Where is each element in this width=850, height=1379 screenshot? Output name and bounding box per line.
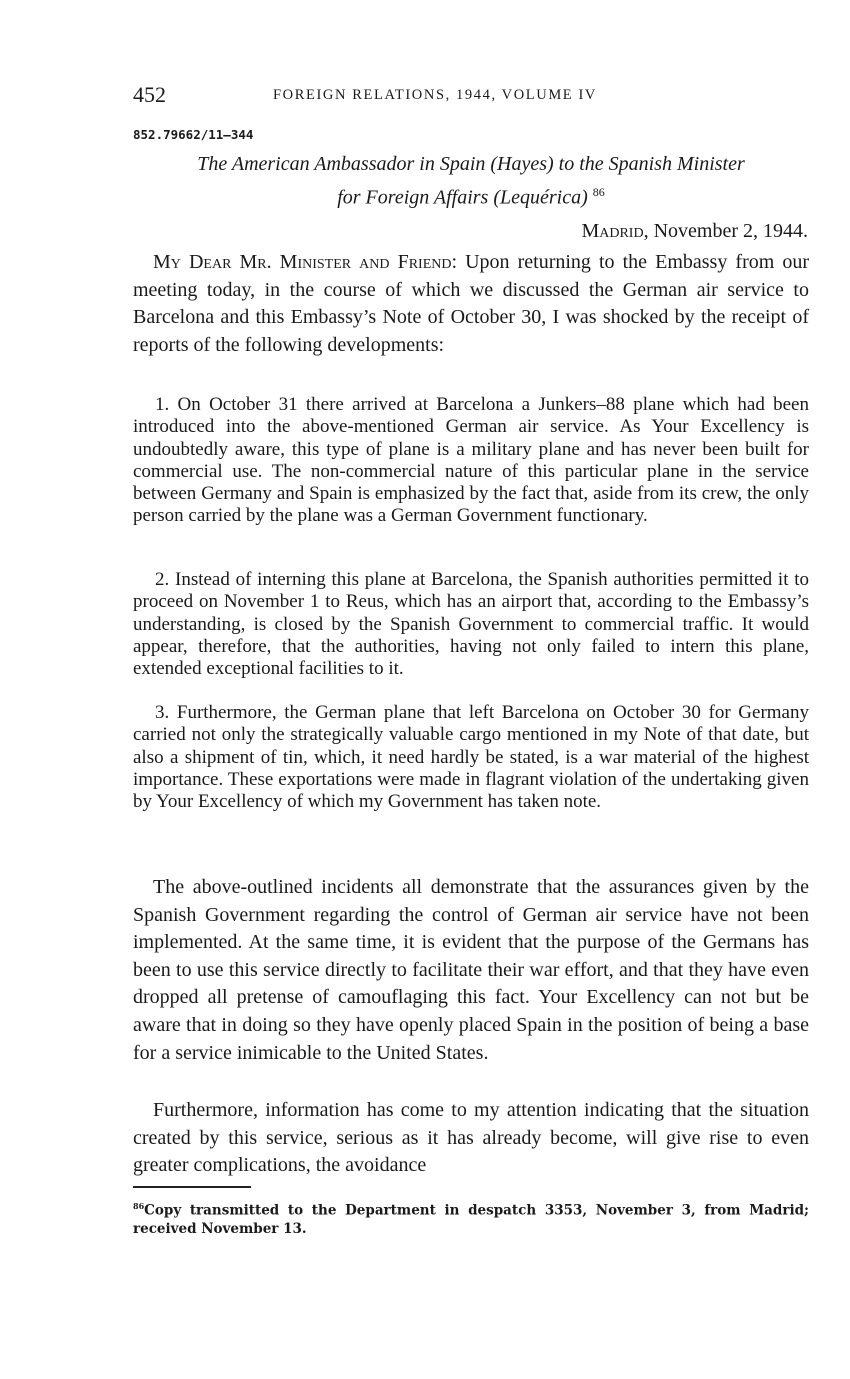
page-header xyxy=(133,82,803,112)
list-item: 1. On October 31 there arrived at Barcelona a Junkers–88 plane which had been introduced into the above-mentioned German air service. As Your Excellency is undoubtedly aware, this type of plane is a military plane and has never been built for commercial use. The non-commercial nature of this particular plane in the service between Germany and Spain is emphasized by the fact that, aside from its crew, the only person carried by the plane was a German Government functionary. xyxy=(133,394,809,527)
list-item: 2. Instead of interning this plane at Barcelona, the Spanish authorities permitted it to proceed on November 1 to Reus, which has an airport that, according to the Embassy’s understanding, is closed by the Spanish Government to commercial traffic. It would appear, therefore, that the authorities, having not only failed to intern this plane, extended exceptional facilities to it. xyxy=(133,569,809,680)
dateline-place: Madrid xyxy=(581,220,644,242)
body-paragraph: Furthermore, information has come to my attention indicating that the situation created by this service, serious as it has already become, will give rise to even greater complications, the avoidance xyxy=(133,1099,809,1177)
footnote xyxy=(133,1197,809,1238)
title-line-2-text: for Foreign Affairs (Lequérica) xyxy=(337,186,588,209)
opening-text: Upon returning to the Embassy from our meeting today, in the course of which we discussed the German air service to Barcelona and this Embassy’s Note of October 30, I was shocked by the receipt of reports of the following developments: xyxy=(133,251,810,356)
running-head: FOREIGN RELATIONS, 1944, VOLUME IV xyxy=(273,87,597,103)
page-number: 452 xyxy=(133,82,166,107)
body-paragraph: The above-outlined incidents all demonstrate that the assurances given by the Spanish Government regarding the control of German air service have not been implemented. At the same time, it is evident that the purpose of the Germans has been to use this service directly to facilitate their war effort, and that they have even dropped all pretense of camouflaging this fact. Your Excellency can not but be aware that in doing so they have openly placed Spain in the position of being a base for a service inimicable to the United States. xyxy=(133,876,809,1064)
title-line-1: The American Ambassador in Spain (Hayes) to the Spanish Minister xyxy=(197,153,745,175)
dateline-date: , November 2, 1944. xyxy=(643,220,808,242)
title-footnote-ref: 86 xyxy=(592,185,605,199)
title-line-2 xyxy=(133,178,809,212)
footnote-text: Copy transmitted to the Department in despatch 3353, November 3, from Madrid; received November 13. xyxy=(133,1202,809,1237)
footnote-marker: 86 xyxy=(133,1201,145,1211)
list-item: 3. Furthermore, the German plane that left Barcelona on October 30 for Germany carried not only the strategically valuable cargo mentioned in my Note of that date, but also a shipment of tin, which, it need hardly be stated, is a war material of the highest importance. These exportations were made in flagrant violation of the undertaking given by Your Excellency of which my Government has taken note. xyxy=(133,702,809,813)
dateline xyxy=(581,220,808,243)
document-title xyxy=(133,150,809,212)
opening-paragraph xyxy=(133,249,809,359)
salutation: My Dear Mr. Minister and Friend: xyxy=(153,251,458,273)
footnote-divider xyxy=(133,1186,251,1188)
file-number: 852.79662/11–344 xyxy=(133,127,254,142)
